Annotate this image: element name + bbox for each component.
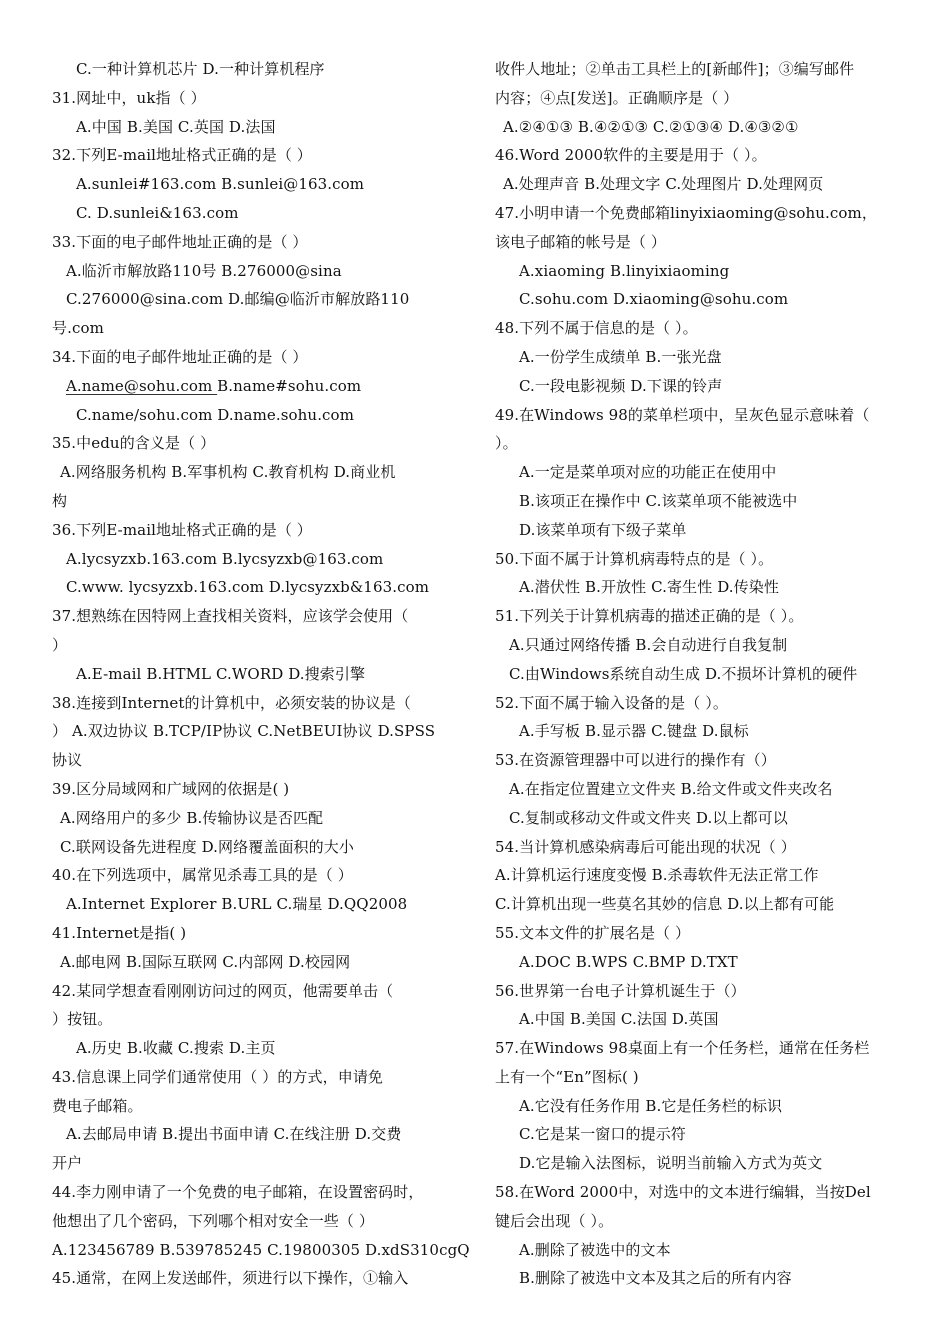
text-line: 53.在资源管理器中可以进行的操作有（） bbox=[495, 751, 776, 770]
text-line: A.中国 B.美国 C.英国 D.法国 bbox=[76, 117, 276, 136]
text-line: ） A.双边协议 B.TCP/IP协议 C.NetBEUI协议 D.SPSS bbox=[52, 722, 436, 741]
text-line: 47.小明申请一个免费邮箱linyixiaoming@sohu.com， bbox=[495, 203, 877, 222]
text-line: 56.世界第一台电子计算机诞生于（） bbox=[495, 981, 746, 1000]
text-line: ）。 bbox=[495, 434, 518, 453]
text-line: 57.在Windows 98桌面上有一个任务栏，通常在任务栏 bbox=[495, 1039, 870, 1058]
text-line: 58.在Word 2000中，对选中的文本进行编辑，当按Del bbox=[495, 1183, 871, 1202]
text-line: A.DOC B.WPS C.BMP D.TXT bbox=[519, 952, 738, 971]
text-line: A.潜伏性 B.开放性 C.寄生性 D.传染性 bbox=[519, 578, 779, 597]
text-line: 51.下列关于计算机病毒的描述正确的是（ ）。 bbox=[495, 607, 804, 626]
text-line: 49.在Windows 98的菜单栏项中，呈灰色显示意味着（ bbox=[495, 405, 870, 424]
text-line: A.去邮局申请 B.提出书面申请 C.在线注册 D.交费 bbox=[66, 1125, 402, 1144]
text-line: C.276000@sina.com D.邮编@临沂市解放路110 bbox=[66, 290, 410, 309]
text-line: 号.com bbox=[52, 319, 104, 338]
text-line: A.sunlei#163.com B.sunlei@163.com bbox=[76, 175, 365, 194]
text-line: C.由Windows系统自动生成 D.不损坏计算机的硬件 bbox=[509, 664, 858, 683]
text-line: A.网络用户的多少 B.传输协议是否匹配 bbox=[60, 808, 324, 827]
text-line: C.www. lycsyzxb.163.com D.lycsyzxb&163.com bbox=[66, 578, 430, 597]
text-line: 36.下列E-mail地址格式正确的是（ ） bbox=[52, 520, 312, 539]
text-line: 52.下面不属于输入设备的是（ ）。 bbox=[495, 693, 728, 712]
text-line: A.在指定位置建立文件夹 B.给文件或文件夹改名 bbox=[509, 779, 833, 798]
text-line: A.网络服务机构 B.军事机构 C.教育机构 D.商业机 bbox=[60, 463, 396, 482]
text-line: C.一种计算机芯片 D.一种计算机程序 bbox=[76, 60, 325, 78]
text-line: A.删除了被选中的文本 bbox=[519, 1240, 671, 1259]
text-line: 构 bbox=[52, 491, 68, 510]
text-line: 他想出了几个密码，下列哪个相对安全一些（ ） bbox=[52, 1211, 374, 1230]
text-line: C.计算机出现一些莫名其妙的信息 D.以上都有可能 bbox=[495, 895, 835, 914]
text-line: A.计算机运行速度变慢 B.杀毒软件无法正常工作 bbox=[495, 866, 819, 885]
text-line: 32.下列E-mail地址格式正确的是（ ） bbox=[52, 146, 312, 165]
text-line bbox=[52, 372, 452, 401]
text-line: 44.李力刚申请了一个免费的电子邮箱，在设置密码时， bbox=[52, 1183, 424, 1202]
option-text: B.name#sohu.com bbox=[217, 376, 362, 395]
text-line: C.name/sohu.com D.name.sohu.com bbox=[76, 405, 355, 424]
text-line: 协议 bbox=[52, 751, 83, 770]
text-line: A.手写板 B.显示器 C.键盘 D.鼠标 bbox=[519, 722, 749, 741]
text-line: 34.下面的电子邮件地址正确的是（ ） bbox=[52, 347, 308, 366]
text-line: A.临沂市解放路110号 B.276000@sina bbox=[66, 261, 342, 280]
text-line: 41.Internet是指( ) bbox=[52, 923, 187, 942]
text-line: A.一定是菜单项对应的功能正在使用中 bbox=[519, 463, 777, 482]
text-line: C.一段电影视频 D.下课的铃声 bbox=[519, 376, 723, 395]
text-line: A.处理声音 B.处理文字 C.处理图片 D.处理网页 bbox=[503, 175, 824, 194]
text-line: 31.网址中，uk指（ ） bbox=[52, 88, 206, 107]
text-line: A.Internet Explorer B.URL C.瑞星 D.QQ2008 bbox=[66, 895, 408, 914]
text-line: A.xiaoming B.linyixiaoming bbox=[519, 261, 730, 280]
text-line: A.历史 B.收藏 C.搜索 D.主页 bbox=[76, 1039, 276, 1058]
text-line: 键后会出现（ ）。 bbox=[495, 1211, 614, 1230]
text-line: 37.想熟练在因特网上查找相关资料，应该学会使用（ bbox=[52, 607, 409, 626]
text-line: A.只通过网络传播 B.会自动进行自我复制 bbox=[509, 635, 788, 654]
text-line: 开户 bbox=[52, 1154, 83, 1173]
text-line: 内容；④点[发送]。正确顺序是（ ） bbox=[495, 88, 739, 107]
text-line: 54.当计算机感染病毒后可能出现的状况（ ） bbox=[495, 837, 796, 856]
text-line: D.它是输入法图标，说明当前输入方式为英文 bbox=[519, 1154, 823, 1173]
text-line: 55.文本文件的扩展名是（ ） bbox=[495, 923, 691, 942]
text-line: C. D.sunlei&163.com bbox=[76, 203, 239, 222]
text-line: A.②④①③ B.④②①③ C.②①③④ D.④③②① bbox=[503, 117, 799, 136]
text-line: B.该项正在操作中 C.该菜单项不能被选中 bbox=[519, 491, 798, 510]
text-line: 费电子邮箱。 bbox=[52, 1096, 143, 1115]
text-line: 35.中edu的含义是（ ） bbox=[52, 434, 216, 453]
text-line: 46.Word 2000软件的主要是用于（ ）。 bbox=[495, 146, 767, 165]
text-line: 38.连接到Internet的计算机中，必须安装的协议是（ bbox=[52, 693, 411, 712]
text-line: A.123456789 B.539785245 C.19800305 D.xdS310cgQ bbox=[52, 1240, 470, 1259]
text-line: A.一份学生成绩单 B.一张光盘 bbox=[519, 347, 722, 366]
text-line: 42.某同学想查看刚刚访问过的网页，他需要单击（ bbox=[52, 981, 394, 1000]
text-line: A.lycsyzxb.163.com B.lycsyzxb@163.com bbox=[66, 549, 384, 568]
text-line: 43.信息课上同学们通常使用（ ）的方式，申请免 bbox=[52, 1067, 384, 1086]
text-line: 上有一个“En”图标( ) bbox=[495, 1067, 639, 1086]
text-line: ）按钮。 bbox=[52, 1010, 113, 1029]
left-column bbox=[52, 55, 470, 1293]
right-column bbox=[495, 55, 905, 1293]
text-line: C.复制或移动文件或文件夹 D.以上都可以 bbox=[509, 808, 788, 827]
text-line: 48.下列不属于信息的是（ ）。 bbox=[495, 319, 698, 338]
text-line: A.邮电网 B.国际互联网 C.内部网 D.校园网 bbox=[60, 952, 351, 971]
text-line: 39.区分局域网和广域网的依据是( ) bbox=[52, 779, 290, 798]
text-line: A.中国 B.美国 C.法国 D.英国 bbox=[519, 1010, 719, 1029]
text-line: A.它没有任务作用 B.它是任务栏的标识 bbox=[519, 1096, 783, 1115]
text-line: C.sohu.com D.xiaoming@sohu.com bbox=[519, 290, 789, 309]
text-line: 该电子邮箱的帐号是（ ） bbox=[495, 232, 666, 251]
text-line: 33.下面的电子邮件地址正确的是（ ） bbox=[52, 232, 308, 251]
text-line: A.E-mail B.HTML C.WORD D.搜索引擎 bbox=[76, 664, 366, 683]
text-line: 收件人地址；②单击工具栏上的[新邮件]；③编写邮件 bbox=[495, 60, 855, 78]
text-line: 50.下面不属于计算机病毒特点的是（ ）。 bbox=[495, 549, 774, 568]
text-line: 40.在下列选项中，属常见杀毒工具的是（ ） bbox=[52, 866, 353, 885]
text-line: B.删除了被选中文本及其之后的所有内容 bbox=[519, 1269, 792, 1288]
text-line: D.该菜单项有下级子菜单 bbox=[519, 520, 687, 539]
text-line: C.联网设备先进程度 D.网络覆盖面积的大小 bbox=[60, 837, 354, 856]
text-line: 45.通常，在网上发送邮件，须进行以下操作，①输入 bbox=[52, 1269, 409, 1288]
underlined-option: A.name@sohu.com bbox=[66, 376, 218, 395]
text-line: ） bbox=[52, 635, 68, 654]
text-line: C.它是某一窗口的提示符 bbox=[519, 1125, 686, 1144]
